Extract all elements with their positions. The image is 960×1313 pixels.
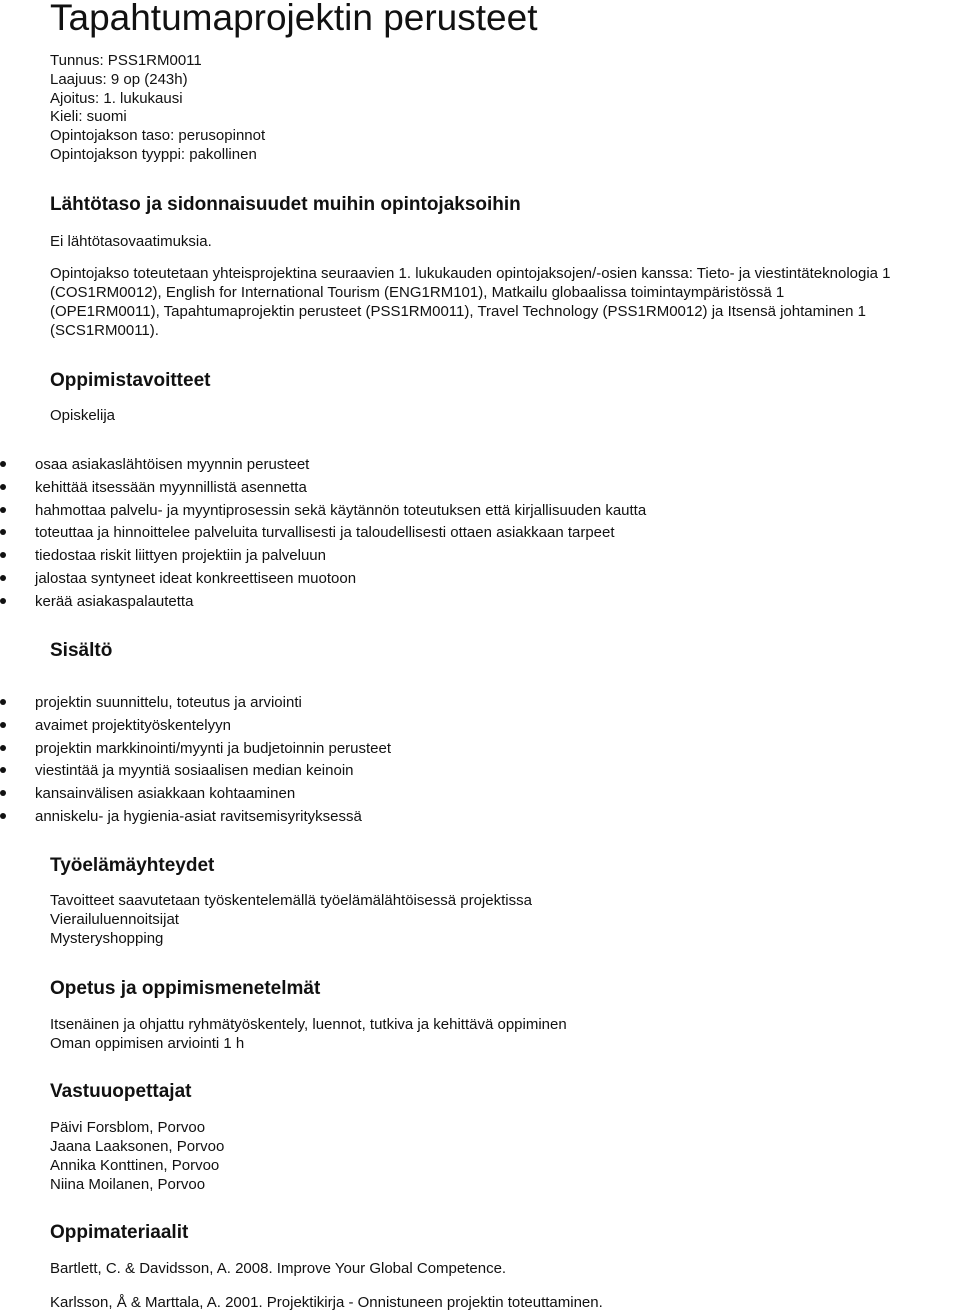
bullet-icon bbox=[0, 722, 6, 728]
list-item-text: tiedostaa riskit liittyen projektiin ja palveluun bbox=[35, 547, 326, 565]
bullet-icon bbox=[0, 529, 6, 535]
list-item bbox=[0, 760, 391, 783]
page-title: Tapahtumaprojektin perusteet bbox=[50, 0, 538, 38]
teacher-name: Päivi Forsblom, Porvoo bbox=[50, 1119, 206, 1136]
list-item-text: avaimet projektityöskentelyyn bbox=[35, 716, 231, 734]
list-item bbox=[0, 454, 646, 477]
course-meta-list bbox=[50, 52, 265, 165]
methods-heading: Opetus ja oppimismenetelmät bbox=[50, 978, 321, 999]
content-heading: Sisältö bbox=[50, 640, 113, 661]
list-item-text: anniskelu- ja hygienia-asiat ravitsemisyrityksessä bbox=[35, 807, 362, 825]
bullet-icon bbox=[0, 767, 6, 773]
teacher-name: Niina Moilanen, Porvoo bbox=[50, 1176, 206, 1193]
list-item bbox=[0, 692, 391, 715]
meta-timing: Ajoitus: 1. lukukausi bbox=[50, 89, 183, 107]
material-item: Bartlett, C. & Davidsson, A. 2008. Improve Your Global Competence. bbox=[50, 1260, 507, 1277]
objectives-list bbox=[0, 454, 646, 614]
text-line: Oman oppimisen arviointi 1 h bbox=[50, 1035, 245, 1052]
prerequisites-text: Ei lähtötasovaatimuksia. bbox=[50, 233, 212, 250]
bullet-icon bbox=[0, 552, 6, 558]
meta-credits: Laajuus: 9 op (243h) bbox=[50, 70, 188, 88]
materials-heading: Oppimateriaalit bbox=[50, 1222, 189, 1243]
list-item bbox=[0, 806, 391, 829]
list-item bbox=[0, 591, 646, 614]
bullet-icon bbox=[0, 484, 6, 490]
list-item-text: viestintää ja myyntiä sosiaalisen median keinoin bbox=[35, 762, 354, 780]
bullet-icon bbox=[0, 699, 6, 705]
list-item-text: kansainvälisen asiakkaan kohtaaminen bbox=[35, 785, 296, 803]
list-item bbox=[0, 500, 646, 523]
prerequisites-paragraph bbox=[50, 264, 958, 340]
teacher-name: Annika Konttinen, Porvoo bbox=[50, 1157, 220, 1174]
bullet-icon bbox=[0, 507, 6, 513]
paragraph-line: (COS1RM0012), English for International Tourism (ENG1RM101), Matkailu globaalissa toimintaympäristössä 1 bbox=[50, 284, 785, 301]
list-item bbox=[0, 738, 391, 761]
teacher-name: Jaana Laaksonen, Porvoo bbox=[50, 1138, 225, 1155]
material-item: Karlsson, Å & Marttala, A. 2001. Projektikirja - Onnistuneen projektin toteuttaminen. bbox=[50, 1294, 603, 1311]
objectives-heading: Oppimistavoitteet bbox=[50, 370, 211, 391]
list-item-text: kehittää itsessään myynnillistä asennetta bbox=[35, 478, 307, 496]
text-line: Tavoitteet saavutetaan työskentelemällä työelämälähtöisessä projektissa bbox=[50, 892, 532, 909]
paragraph-line: Opintojakso toteutetaan yhteisprojektina seuraavien 1. lukukauden opintojaksojen/-osien kanssa: Tieto- ja viestintäteknologia 1 bbox=[50, 265, 891, 282]
list-item bbox=[0, 783, 391, 806]
teachers-lines bbox=[50, 1118, 224, 1194]
list-item bbox=[0, 545, 646, 568]
content-list bbox=[0, 692, 391, 829]
bullet-icon bbox=[0, 745, 6, 751]
list-item bbox=[0, 522, 646, 545]
list-item bbox=[0, 568, 646, 591]
worklife-heading: Työelämäyhteydet bbox=[50, 855, 215, 876]
bullet-icon bbox=[0, 575, 6, 581]
list-item bbox=[0, 477, 646, 500]
text-line: Mysteryshopping bbox=[50, 930, 164, 947]
list-item bbox=[0, 715, 391, 738]
bullet-icon bbox=[0, 813, 6, 819]
list-item-text: projektin markkinointi/myynti ja budjetoinnin perusteet bbox=[35, 739, 392, 757]
text-line: Vierailuluennoitsijat bbox=[50, 911, 179, 928]
list-item-text: jalostaa syntyneet ideat konkreettiseen muotoon bbox=[35, 569, 357, 587]
list-item-text: hahmottaa palvelu- ja myyntiprosessin sekä käytännön toteutuksen että kirjallisuuden kautta bbox=[35, 501, 647, 519]
meta-code: Tunnus: PSS1RM0011 bbox=[50, 52, 202, 69]
list-item-text: toteuttaa ja hinnoittelee palveluita turvallisesti ja taloudellisesti ottaen asiakkaan tarpeet bbox=[35, 524, 615, 542]
prerequisites-heading: Lähtötaso ja sidonnaisuudet muihin opintojaksoihin bbox=[50, 194, 521, 215]
bullet-icon bbox=[0, 461, 6, 467]
bullet-icon bbox=[0, 598, 6, 604]
paragraph-line: (OPE1RM0011), Tapahtumaprojektin perusteet (PSS1RM0011), Travel Technology (PSS1RM0012) ja Itsensä johtaminen 1 bbox=[50, 303, 866, 320]
paragraph-line: (SCS1RM0011). bbox=[50, 322, 159, 339]
text-line: Itsenäinen ja ohjattu ryhmätyöskentely, luennot, tutkiva ja kehittävä oppiminen bbox=[50, 1016, 567, 1033]
objectives-intro: Opiskelija bbox=[50, 407, 116, 424]
meta-type: Opintojakson tyyppi: pakollinen bbox=[50, 145, 257, 163]
methods-lines bbox=[50, 1015, 567, 1053]
bullet-icon bbox=[0, 790, 6, 796]
worklife-lines bbox=[50, 891, 532, 948]
list-item-text: kerää asiakaspalautetta bbox=[35, 592, 194, 610]
list-item-text: osaa asiakaslähtöisen myynnin perusteet bbox=[35, 456, 310, 473]
meta-level: Opintojakson taso: perusopinnot bbox=[50, 127, 266, 145]
teachers-heading: Vastuuopettajat bbox=[50, 1081, 192, 1102]
meta-language: Kieli: suomi bbox=[50, 108, 127, 126]
list-item-text: projektin suunnittelu, toteutus ja arviointi bbox=[35, 694, 302, 711]
